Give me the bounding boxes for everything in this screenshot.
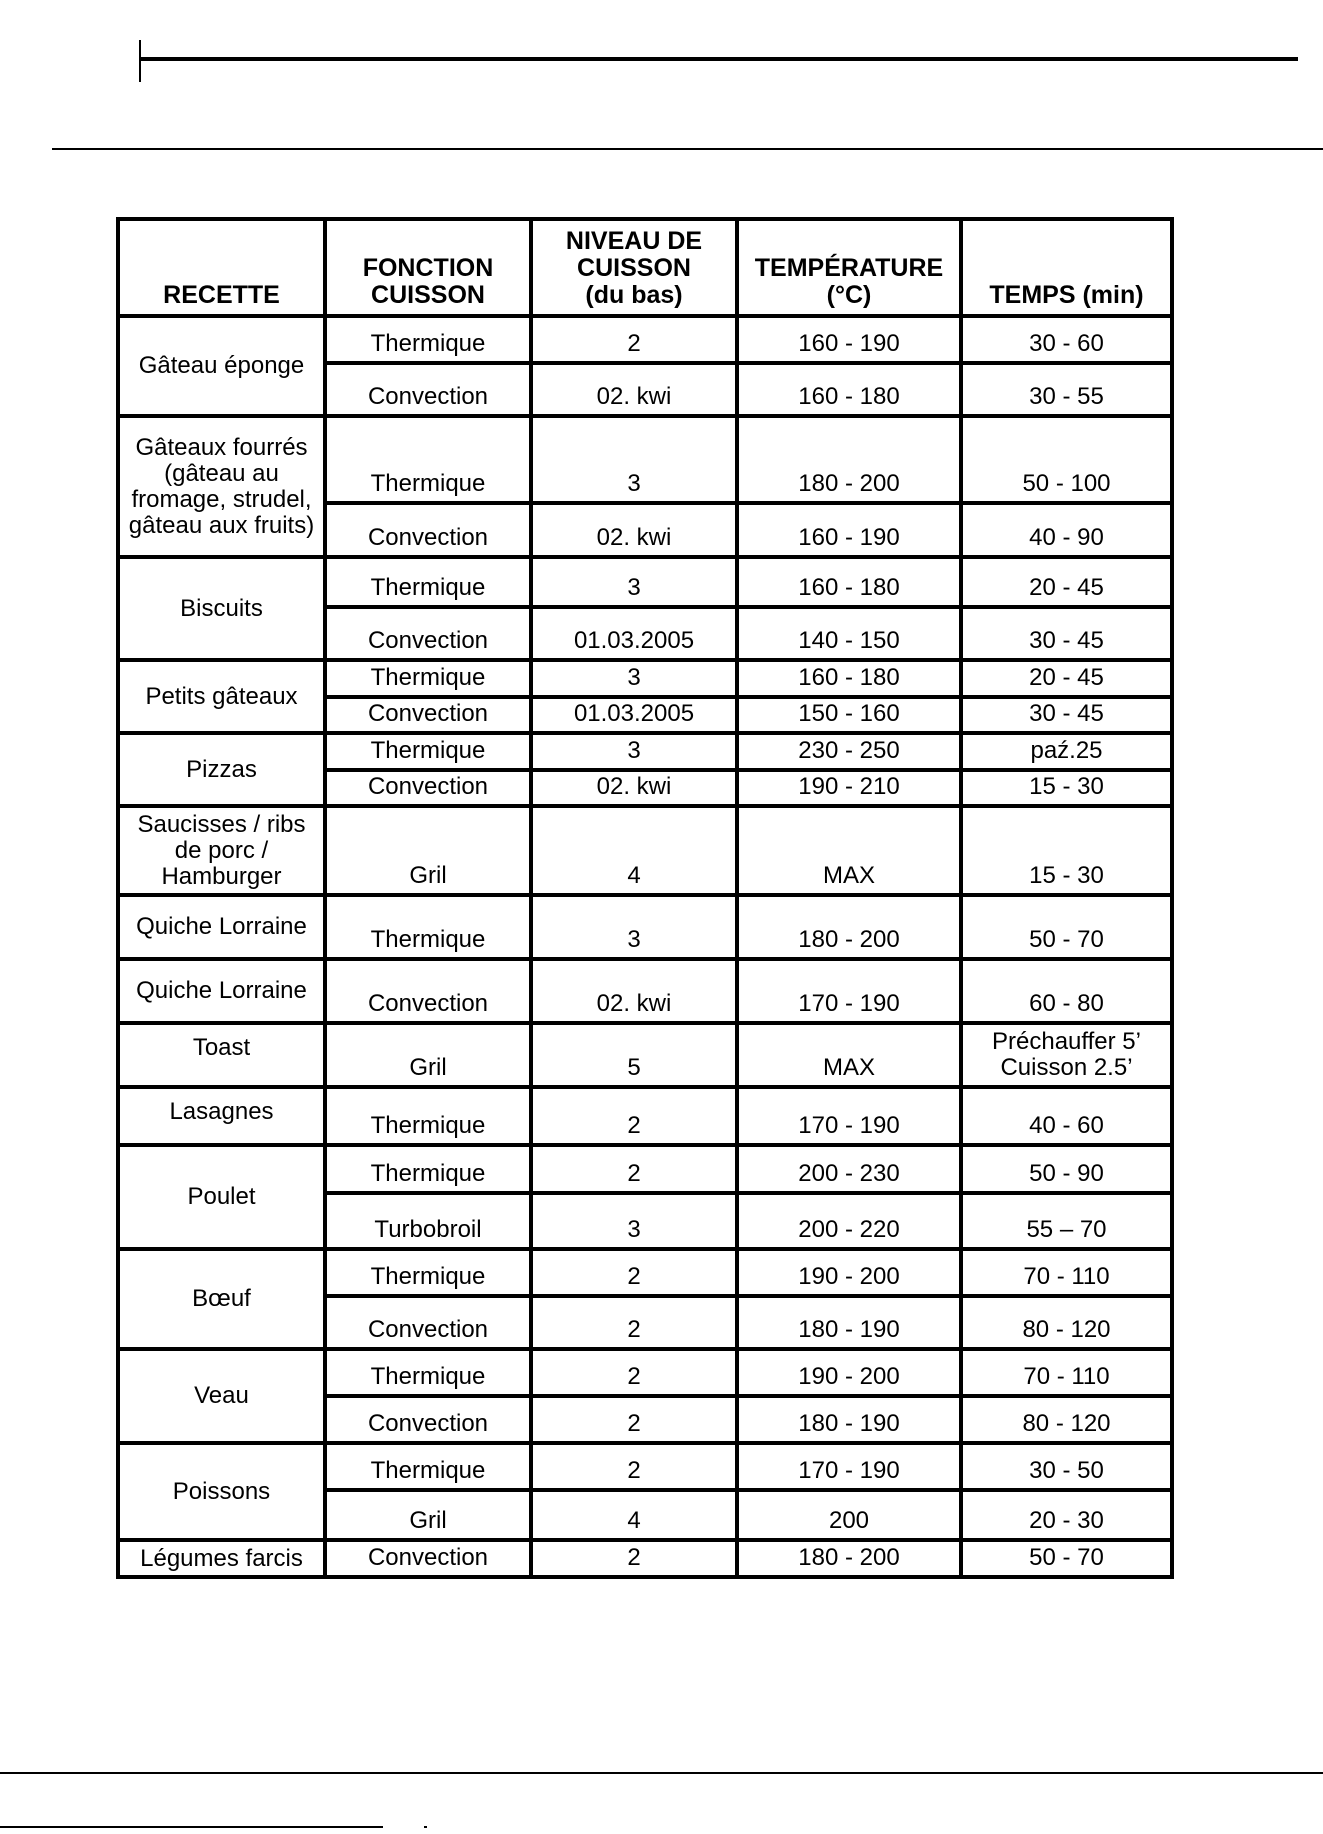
level-cell: 01.03.2005	[531, 697, 737, 733]
function-cell: Convection	[325, 503, 531, 557]
header-temperature: TEMPÉRATURE (°C)	[737, 219, 961, 316]
time-cell: 15 - 30	[961, 770, 1172, 806]
recipe-cell: Gâteau éponge	[118, 316, 325, 416]
header-rule-tick	[139, 40, 141, 82]
recipe-cell: Petits gâteaux	[118, 660, 325, 733]
function-cell: Convection	[325, 959, 531, 1023]
time-cell: 20 - 30	[961, 1490, 1172, 1540]
recipe-cell: Veau	[118, 1349, 325, 1443]
function-cell: Convection	[325, 1296, 531, 1349]
level-cell: 2	[531, 1249, 737, 1296]
function-cell: Convection	[325, 1396, 531, 1443]
table-row	[118, 557, 1172, 607]
time-cell: Préchauffer 5’ Cuisson 2.5’	[961, 1023, 1172, 1087]
header-function: FONCTION CUISSON	[325, 219, 531, 316]
level-cell: 2	[531, 316, 737, 363]
table-row	[118, 416, 1172, 503]
function-cell: Thermique	[325, 895, 531, 959]
level-cell: 3	[531, 1193, 737, 1249]
temperature-cell: 190 - 200	[737, 1249, 961, 1296]
level-cell: 2	[531, 1296, 737, 1349]
footer-mark	[424, 1826, 427, 1828]
function-cell: Thermique	[325, 1443, 531, 1490]
temperature-cell: 200 - 230	[737, 1145, 961, 1193]
time-cell: paź.25	[961, 733, 1172, 770]
footer-short-rule	[0, 1826, 383, 1828]
time-cell: 20 - 45	[961, 557, 1172, 607]
temperature-cell: 180 - 200	[737, 1540, 961, 1577]
level-cell: 2	[531, 1145, 737, 1193]
temperature-cell: 170 - 190	[737, 959, 961, 1023]
header-level: NIVEAU DE CUISSON (du bas)	[531, 219, 737, 316]
level-cell: 2	[531, 1349, 737, 1396]
temperature-cell: 190 - 210	[737, 770, 961, 806]
level-cell: 02. kwi	[531, 959, 737, 1023]
time-cell: 55 – 70	[961, 1193, 1172, 1249]
temperature-cell: 230 - 250	[737, 733, 961, 770]
temperature-cell: 160 - 190	[737, 503, 961, 557]
level-cell: 02. kwi	[531, 503, 737, 557]
recipe-cell: Légumes farcis	[118, 1540, 325, 1577]
table-row	[118, 1023, 1172, 1087]
header-rule	[139, 57, 1298, 61]
table-row	[118, 806, 1172, 895]
level-cell: 4	[531, 1490, 737, 1540]
function-cell: Thermique	[325, 557, 531, 607]
time-cell: 30 - 45	[961, 697, 1172, 733]
table-row	[118, 733, 1172, 770]
table-row	[118, 1443, 1172, 1490]
recipe-cell: Quiche Lorraine	[118, 959, 325, 1023]
level-cell: 3	[531, 895, 737, 959]
time-cell: 50 - 70	[961, 895, 1172, 959]
temperature-cell: 180 - 190	[737, 1396, 961, 1443]
function-cell: Thermique	[325, 316, 531, 363]
temperature-cell: 180 - 200	[737, 416, 961, 503]
time-cell: 40 - 60	[961, 1087, 1172, 1145]
function-cell: Gril	[325, 806, 531, 895]
function-cell: Thermique	[325, 1145, 531, 1193]
temperature-cell: 140 - 150	[737, 607, 961, 660]
temperature-cell: 160 - 180	[737, 660, 961, 697]
function-cell: Convection	[325, 770, 531, 806]
time-cell: 20 - 45	[961, 660, 1172, 697]
level-cell: 02. kwi	[531, 770, 737, 806]
time-cell: 50 - 70	[961, 1540, 1172, 1577]
function-cell: Convection	[325, 363, 531, 416]
function-cell: Convection	[325, 607, 531, 660]
footer-rule	[0, 1772, 1323, 1774]
table-row	[118, 1249, 1172, 1296]
level-cell: 2	[531, 1396, 737, 1443]
temperature-cell: 200 - 220	[737, 1193, 961, 1249]
temperature-cell: 170 - 190	[737, 1443, 961, 1490]
function-cell: Thermique	[325, 1087, 531, 1145]
time-cell: 70 - 110	[961, 1349, 1172, 1396]
temperature-cell: 170 - 190	[737, 1087, 961, 1145]
function-cell: Thermique	[325, 416, 531, 503]
temperature-cell: 160 - 180	[737, 363, 961, 416]
time-cell: 50 - 100	[961, 416, 1172, 503]
time-cell: 30 - 55	[961, 363, 1172, 416]
function-cell: Turbobroil	[325, 1193, 531, 1249]
level-cell: 01.03.2005	[531, 607, 737, 660]
level-cell: 3	[531, 733, 737, 770]
table-header-row	[118, 219, 1172, 316]
cooking-table	[116, 217, 1174, 1579]
time-cell: 30 - 45	[961, 607, 1172, 660]
table-row	[118, 660, 1172, 697]
recipe-cell: Gâteaux fourrés (gâteau au fromage, strudel, gâteau aux fruits)	[118, 416, 325, 557]
time-cell: 80 - 120	[961, 1296, 1172, 1349]
level-cell: 2	[531, 1087, 737, 1145]
temperature-cell: MAX	[737, 806, 961, 895]
recipe-cell: Saucisses / ribs de porc / Hamburger	[118, 806, 325, 895]
recipe-cell: Poulet	[118, 1145, 325, 1249]
table-row	[118, 1349, 1172, 1396]
function-cell: Thermique	[325, 1349, 531, 1396]
recipe-cell: Pizzas	[118, 733, 325, 806]
recipe-cell: Biscuits	[118, 557, 325, 660]
recipe-cell: Poissons	[118, 1443, 325, 1540]
section-rule	[52, 148, 1323, 150]
temperature-cell: MAX	[737, 1023, 961, 1087]
temperature-cell: 180 - 190	[737, 1296, 961, 1349]
time-cell: 30 - 60	[961, 316, 1172, 363]
table-row	[118, 959, 1172, 1023]
temperature-cell: 160 - 180	[737, 557, 961, 607]
table-row	[118, 1087, 1172, 1145]
function-cell: Thermique	[325, 1249, 531, 1296]
time-cell: 50 - 90	[961, 1145, 1172, 1193]
time-cell: 40 - 90	[961, 503, 1172, 557]
recipe-cell: Quiche Lorraine	[118, 895, 325, 959]
temperature-cell: 160 - 190	[737, 316, 961, 363]
recipe-cell: Lasagnes	[118, 1087, 325, 1145]
function-cell: Convection	[325, 1540, 531, 1577]
level-cell: 2	[531, 1443, 737, 1490]
recipe-cell: Toast	[118, 1023, 325, 1087]
function-cell: Gril	[325, 1490, 531, 1540]
temperature-cell: 200	[737, 1490, 961, 1540]
temperature-cell: 190 - 200	[737, 1349, 961, 1396]
table-row	[118, 1540, 1172, 1577]
temperature-cell: 150 - 160	[737, 697, 961, 733]
level-cell: 2	[531, 1540, 737, 1577]
level-cell: 3	[531, 557, 737, 607]
level-cell: 02. kwi	[531, 363, 737, 416]
header-recipe: RECETTE	[118, 219, 325, 316]
table-row	[118, 1145, 1172, 1193]
function-cell: Convection	[325, 697, 531, 733]
level-cell: 4	[531, 806, 737, 895]
time-cell: 30 - 50	[961, 1443, 1172, 1490]
function-cell: Gril	[325, 1023, 531, 1087]
temperature-cell: 180 - 200	[737, 895, 961, 959]
time-cell: 80 - 120	[961, 1396, 1172, 1443]
function-cell: Thermique	[325, 660, 531, 697]
table-row	[118, 316, 1172, 363]
function-cell: Thermique	[325, 733, 531, 770]
time-cell: 60 - 80	[961, 959, 1172, 1023]
level-cell: 3	[531, 416, 737, 503]
time-cell: 15 - 30	[961, 806, 1172, 895]
header-time: TEMPS (min)	[961, 219, 1172, 316]
table-row	[118, 895, 1172, 959]
time-cell: 70 - 110	[961, 1249, 1172, 1296]
recipe-cell: Bœuf	[118, 1249, 325, 1349]
level-cell: 5	[531, 1023, 737, 1087]
level-cell: 3	[531, 660, 737, 697]
